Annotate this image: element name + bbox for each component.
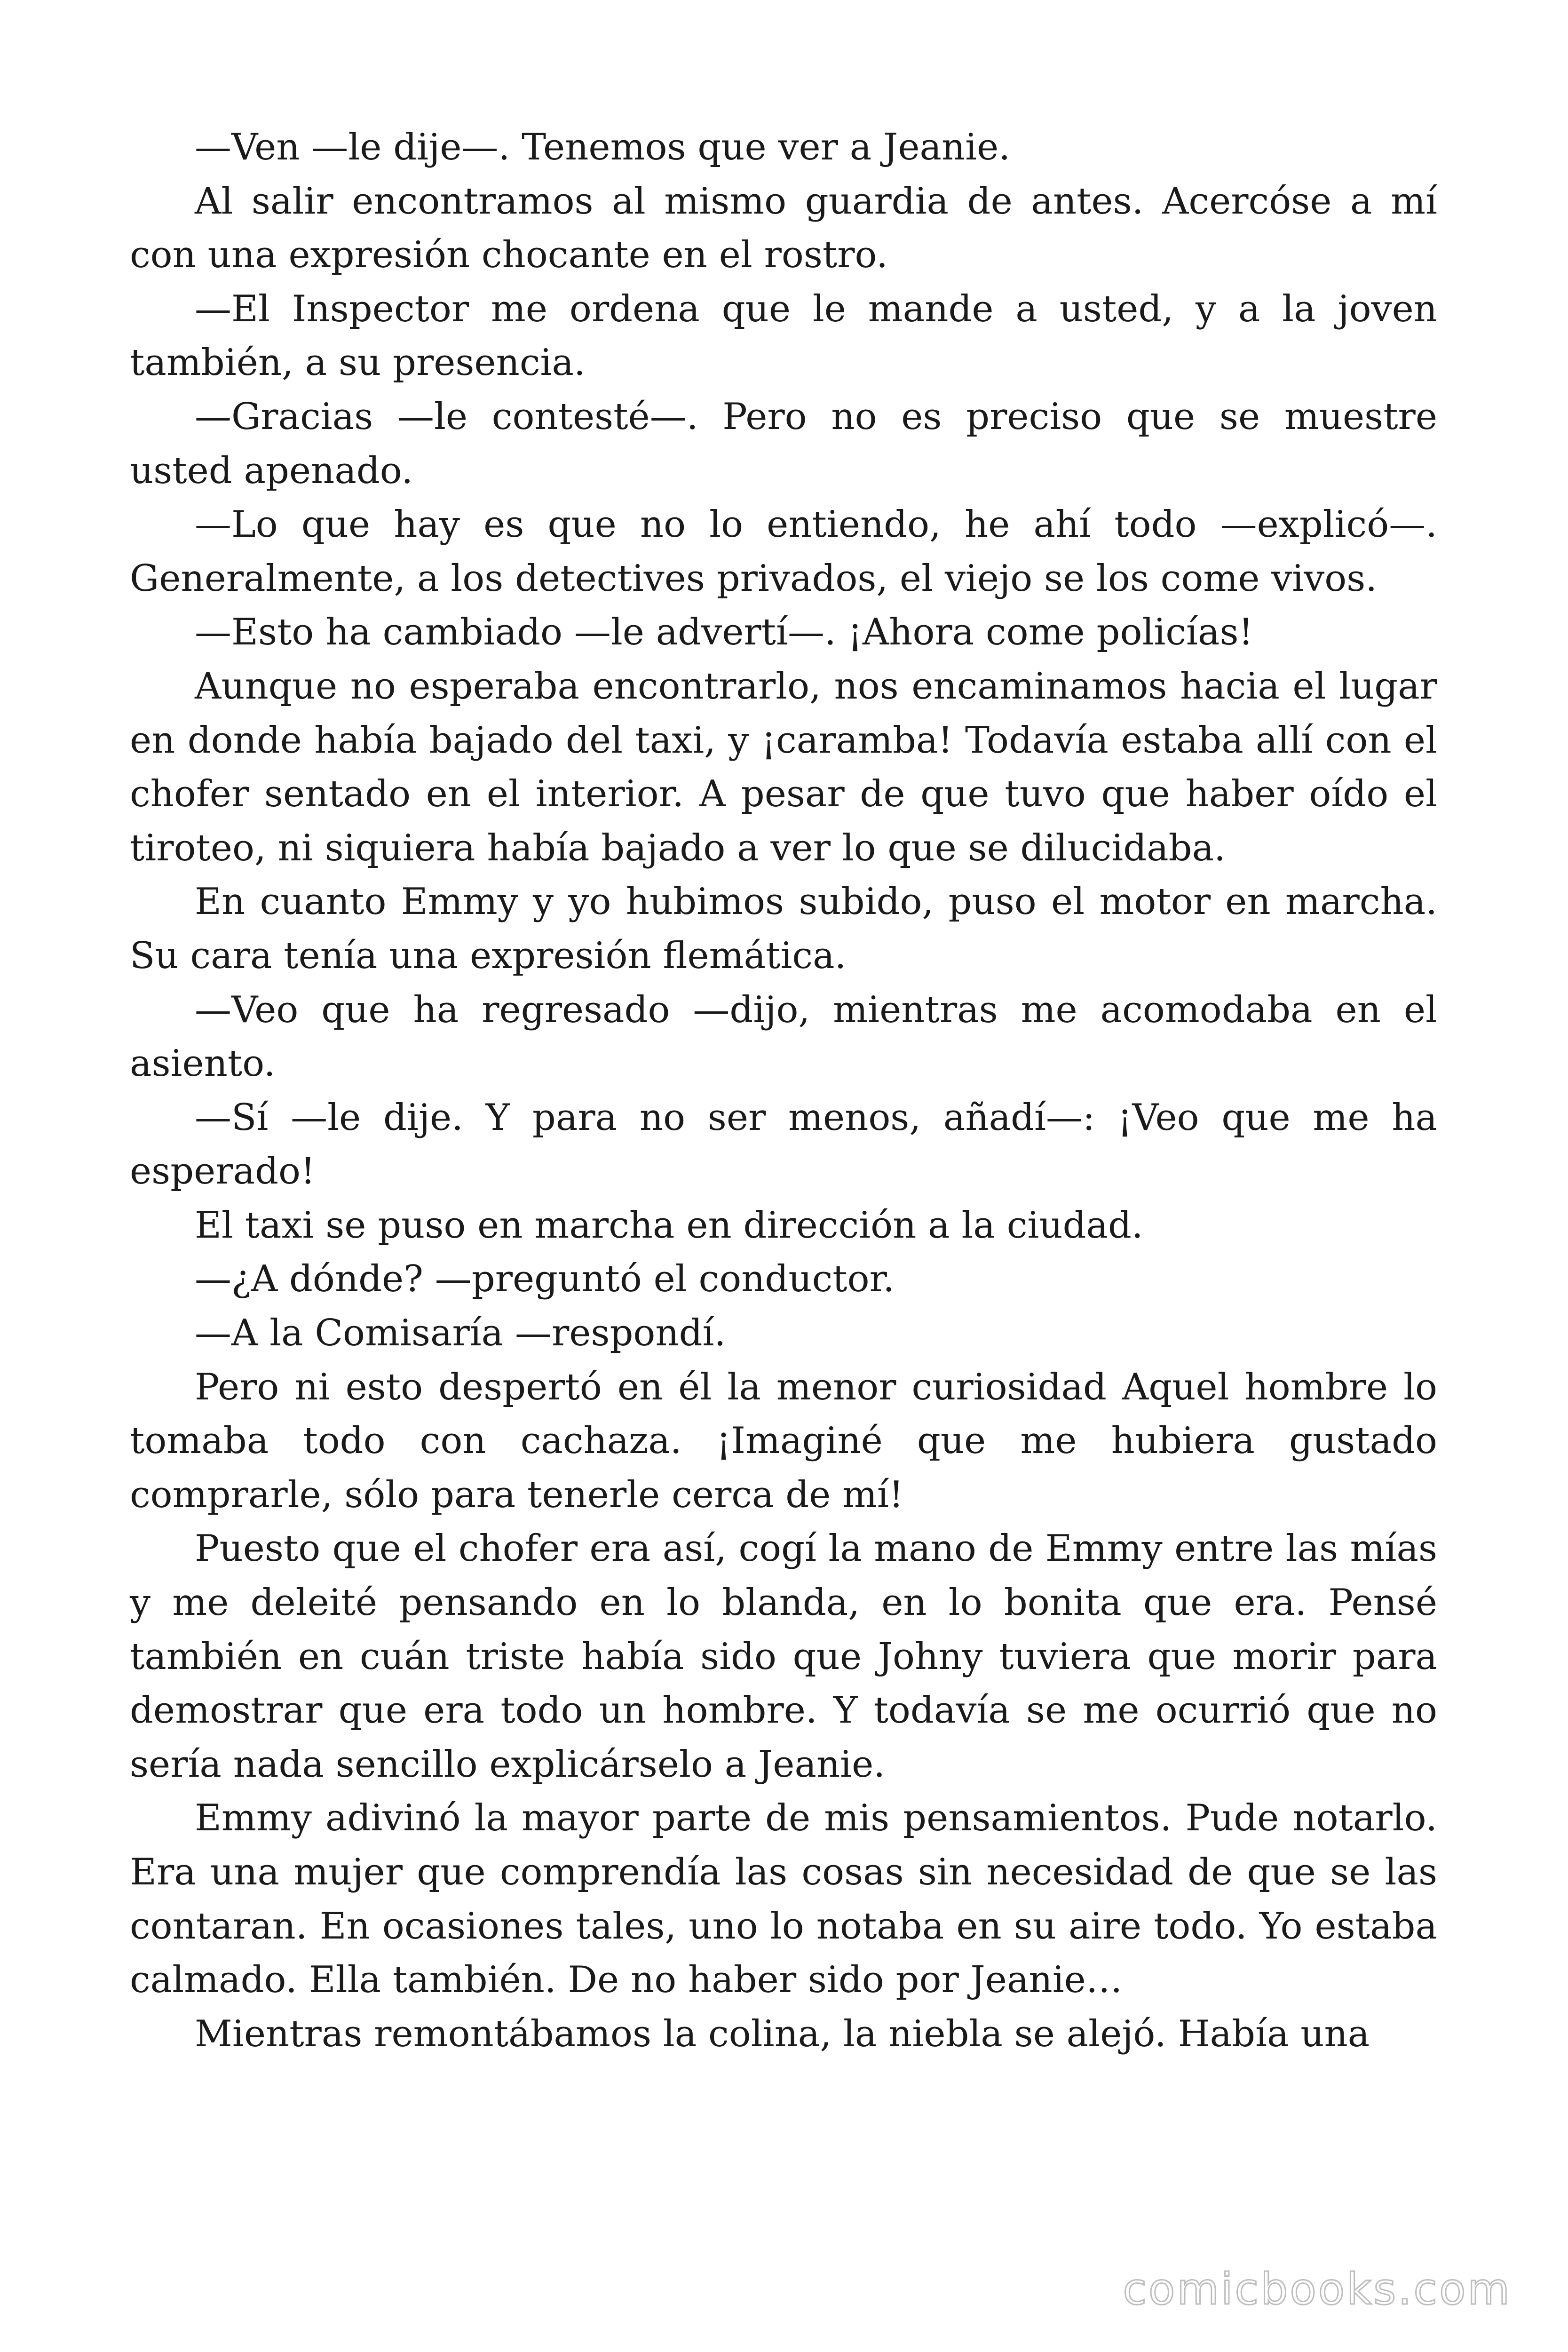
paragraph: Al salir encontramos al mismo guardia de antes. Acercóse a mí con una expresión chocante en el rostro. [130,180,1437,277]
paragraph: —A la Comisaría —respondí. [195,1312,726,1355]
paragraph: Aunque no esperaba encontrarlo, nos encaminamos hacia el lugar en donde había bajado del taxi, y ¡caramba! Todavía estaba allí con el chofer sentado en el interior. A pesar de que tuvo que haber oído el tiroteo, ni siquiera había bajado a ver lo que se dilucidaba. [130,665,1437,869]
paragraph: —Lo que hay es que no lo entiendo, he ahí todo —explicó—. Generalmente, a los detectives privados, el viejo se los come vivos. [130,503,1437,600]
paragraph: —Veo que ha regresado —dijo, mientras me acomodaba en el asiento. [130,988,1437,1085]
paragraph: Pero ni esto despertó en él la menor curiosidad Aquel hombre lo tomaba todo con cachaza. ¡Imaginé que me hubiera gustado comprarle, sólo para tenerle cerca de mí! [130,1366,1437,1516]
paragraph: —Esto ha cambiado —le advertí—. ¡Ahora come policías! [195,611,1253,654]
paragraph: El taxi se puso en marcha en dirección a la ciudad. [195,1204,1143,1247]
paragraph: En cuanto Emmy y yo hubimos subido, puso el motor en marcha. Su cara tenía una expresión flemática. [130,881,1437,977]
body-text [130,120,1437,2061]
paragraph: —Sí —le dije. Y para no ser menos, añadí—: ¡Veo que me ha esperado! [130,1096,1437,1193]
paragraph: —Ven —le dije—. Tenemos que ver a Jeanie. [195,126,1011,168]
paragraph: Puesto que el chofer era así, cogí la mano de Emmy entre las mías y me deleité pensando en lo blanda, en lo bonita que era. Pensé también en cuán triste había sido que Johny tuviera que morir para demostrar que era todo un hombre. Y todavía se me ocurrió que no sería nada sencillo explicárselo a Jeanie. [130,1527,1437,1786]
paragraph: Emmy adivinó la mayor parte de mis pensamientos. Pude notarlo. Era una mujer que comprendía las cosas sin necesidad de que se las contaran. En ocasiones tales, uno lo notaba en su aire todo. Yo estaba calmado. Ella también. De no haber sido por Jeanie… [130,1797,1437,2002]
paragraph: Mientras remontábamos la colina, la niebla se alejó. Había una [195,2012,1370,2055]
paragraph: —Gracias —le contesté—. Pero no es preciso que se muestre usted apenado. [130,395,1437,492]
watermark: comicbooks.com [1123,2264,1512,2314]
paragraph: —El Inspector me ordena que le mande a usted, y a la joven también, a su presencia. [130,287,1437,384]
paragraph: —¿A dónde? —preguntó el conductor. [195,1258,895,1301]
